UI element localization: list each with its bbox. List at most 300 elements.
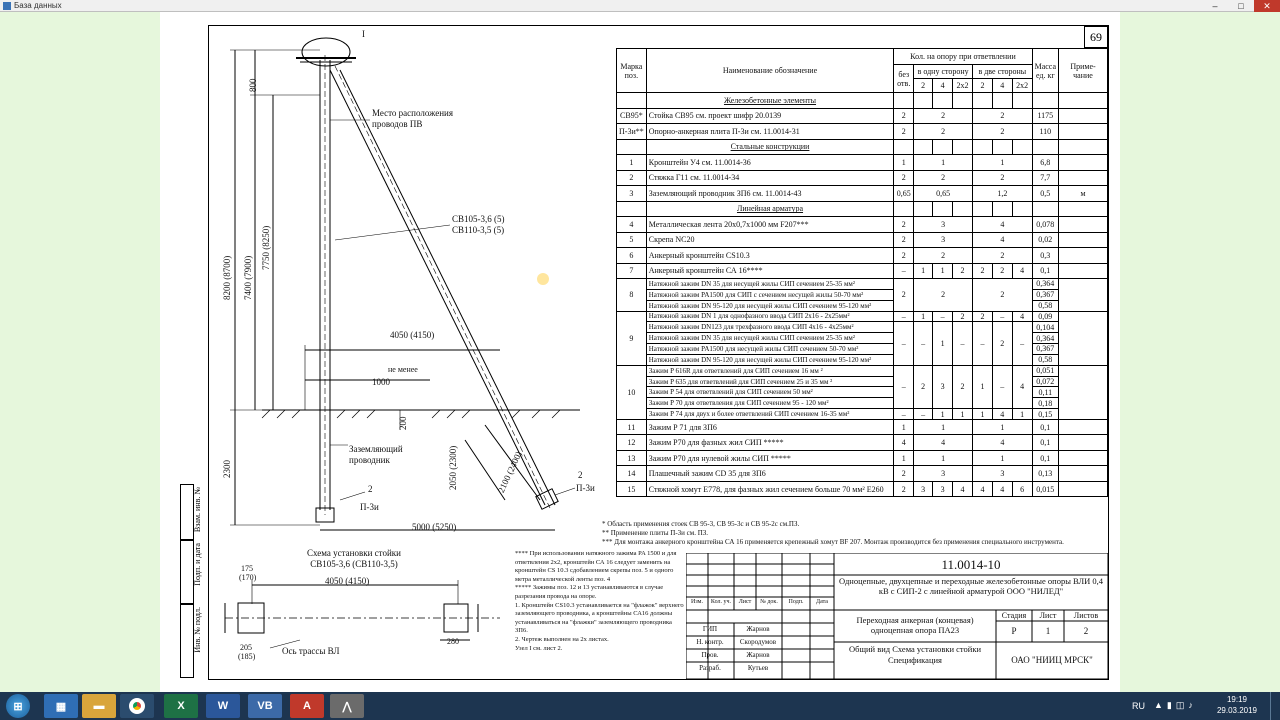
dim-1000: 1000 <box>372 377 390 387</box>
excel-icon[interactable]: X <box>164 694 198 718</box>
mass-cell: 0,1 <box>1032 419 1058 435</box>
qty-cell: 4 <box>973 481 993 497</box>
close-button[interactable]: ✕ <box>1254 0 1280 12</box>
pos-cell: 14 <box>617 466 647 482</box>
note-cell <box>1059 124 1108 140</box>
table-row <box>617 333 1108 344</box>
page-number: 69 <box>1084 26 1108 48</box>
qty-cell: 1 <box>894 419 914 435</box>
pos-cell: 7 <box>617 263 647 279</box>
qty-cell: 2 <box>973 170 1033 186</box>
name-cell: Зажим P 74 для двух и более ответвлений СИП сечением 16-35 мм² <box>646 409 894 420</box>
hdr-sub: 2 <box>973 79 993 93</box>
table-cell <box>1059 201 1108 217</box>
file-manager-icon[interactable]: ▦ <box>44 694 78 718</box>
name-cell: Зажим P70 для фазных жил СИП ***** <box>646 435 894 451</box>
qty-cell: 2 <box>894 124 914 140</box>
sheets-header: Листов <box>1073 611 1099 620</box>
table-cell <box>953 139 973 155</box>
table-row <box>617 279 1108 290</box>
name-cell: Зажим P 616R для ответвлений для СИП сечением 16 мм ² <box>646 365 894 376</box>
pos-cell: 8 <box>617 279 647 312</box>
qty-cell: 3 <box>933 365 953 408</box>
mass-cell: 7,7 <box>1032 170 1058 186</box>
table-row <box>617 248 1108 264</box>
name-cell: Анкерный кронштейн CS10.3 <box>646 248 894 264</box>
qty-cell: 6 <box>1012 481 1032 497</box>
note-cell <box>1059 481 1108 497</box>
mass-cell: 0,1 <box>1032 435 1058 451</box>
plan-175: 175 <box>241 564 253 573</box>
table-row <box>617 481 1108 497</box>
note-cell <box>1059 435 1108 451</box>
table-cell <box>1032 201 1058 217</box>
qty-cell: 3 <box>914 217 973 233</box>
table-cell <box>992 93 1012 109</box>
name-cell: Натяжной зажим DN 35 для несущей жилы СИП сечением 25-35 мм² <box>646 279 894 290</box>
mass-cell: 0,58 <box>1032 300 1058 311</box>
table-cell <box>914 201 933 217</box>
folder-icon[interactable]: ▬ <box>82 694 116 718</box>
hdr-note: Приме-чание <box>1059 49 1108 93</box>
dim-8200: 8200 (8700) <box>222 255 232 300</box>
plan-dim-4050: 4050 (4150) <box>325 576 370 586</box>
side-stamp-inv: Инв. № подл. <box>193 607 202 653</box>
mass-cell: 0,015 <box>1032 481 1058 497</box>
table-cell <box>1012 93 1032 109</box>
note-cell <box>1059 279 1108 312</box>
qty-cell: 2 <box>914 365 933 408</box>
pos-cell: 9 <box>617 311 647 365</box>
pole-types-label: СВ105-3,6 (5) СВ110-3,5 (5) <box>452 214 505 235</box>
qty-cell: 1 <box>914 263 933 279</box>
table-row <box>617 435 1108 451</box>
note: 2. Чертеж выполнен на 2х листах. <box>515 635 609 643</box>
pos-cell: 12 <box>617 435 647 451</box>
wires-place-label: Место расположения проводов ПВ <box>372 108 453 129</box>
hdr-one-side: в одну сторону <box>914 65 973 79</box>
stamp-person: Жарнов <box>746 625 770 633</box>
autocad-icon[interactable]: A <box>290 694 324 718</box>
note-cell <box>1059 155 1108 171</box>
qty-cell: 2 <box>953 263 973 279</box>
dim-2100: 2100 (2400) <box>496 449 524 495</box>
name-cell: Натяжной зажим PA1500 для СИП с сечением несущей жилы 50-70 мм² <box>646 289 894 300</box>
qty-cell: 3 <box>914 232 973 248</box>
qty-cell: 1 <box>953 409 973 420</box>
spec-table <box>616 48 1108 497</box>
node-label: I <box>362 29 365 39</box>
language-indicator[interactable]: RU <box>1132 701 1145 711</box>
qty-cell: 1 <box>973 419 1033 435</box>
mass-cell: 0,364 <box>1032 279 1058 290</box>
section-row <box>617 139 1108 155</box>
pos-cell: 13 <box>617 450 647 466</box>
pos2-label-left: 2 <box>368 484 373 494</box>
note-cell <box>1059 108 1108 124</box>
sheet-header: Лист <box>1039 611 1057 620</box>
qty-cell: 2 <box>894 279 914 312</box>
table-row <box>617 365 1108 376</box>
qty-cell: 4 <box>894 435 914 451</box>
hdr-mass: Масса ед. кг <box>1032 49 1058 93</box>
name-cell: Зажим P 71 для ЗП6 <box>646 419 894 435</box>
footnote: *** Для монтажа анкерного кронштейна СА 16 применяется крепежный хомут BF 207. Монтаж производится без применения специального инструмента. <box>602 538 1064 546</box>
side-stamp-sign: Подп. и дата <box>193 543 202 586</box>
sheets-value: 2 <box>1083 626 1089 636</box>
mass-cell: 0,13 <box>1032 466 1058 482</box>
qty-cell: – <box>894 263 914 279</box>
qty-cell: 2 <box>914 124 973 140</box>
pos2-label-right: 2 <box>578 470 583 480</box>
qty-cell: 2 <box>894 217 914 233</box>
qty-cell: 2 <box>973 124 1033 140</box>
qty-cell: 2 <box>894 466 914 482</box>
mass-cell: 0,58 <box>1032 354 1058 365</box>
qty-cell: – <box>933 311 953 322</box>
stage-header: Стадия <box>1001 611 1027 620</box>
qty-cell: 1 <box>894 450 914 466</box>
table-cell <box>933 139 953 155</box>
mass-cell: 110 <box>1032 124 1058 140</box>
hdr-sub: 2х2 <box>1012 79 1032 93</box>
scheme-title: Схема установки стойки СВ105-3,6 (СВ110-3,5) <box>306 548 401 569</box>
pos-cell: 5 <box>617 232 647 248</box>
qty-cell: 1 <box>973 450 1033 466</box>
name-cell: Заземляющий проводник ЗП6 см. 11.0014-43 <box>646 186 894 202</box>
note-cell <box>1059 311 1108 365</box>
mass-cell: 6,8 <box>1032 155 1058 171</box>
table-cell <box>1032 93 1058 109</box>
side-stamp-replace: Взам. инв. № <box>193 487 202 533</box>
footnote: * Область применения стоек СВ 95-3, СВ 95-3с и СВ 95-2с см.ПЗ. <box>602 520 800 528</box>
qty-cell: 2 <box>973 263 993 279</box>
qty-cell: 2 <box>914 170 973 186</box>
qty-cell: 4 <box>973 217 1033 233</box>
section-title: Стальные конструкции <box>646 139 894 155</box>
pos-cell: 6 <box>617 248 647 264</box>
qty-cell: 1 <box>914 311 933 322</box>
qty-cell: 3 <box>973 466 1033 482</box>
mass-cell: 0,051 <box>1032 365 1058 376</box>
qty-cell: 4 <box>1012 311 1032 322</box>
dim-7750: 7750 (8250) <box>261 225 271 270</box>
pos-cell: 10 <box>617 365 647 419</box>
mass-cell: 0,1 <box>1032 450 1058 466</box>
table-cell <box>973 201 993 217</box>
table-row <box>617 344 1108 355</box>
stamp-col-header: Кол. уч. <box>710 599 732 605</box>
doc-code: 11.0014-10 <box>941 557 1001 572</box>
table-cell <box>894 139 914 155</box>
mass-cell: 0,364 <box>1032 333 1058 344</box>
table-row <box>617 354 1108 365</box>
qty-cell: 2 <box>953 311 973 322</box>
clock-date[interactable]: 29.03.2019 <box>1216 706 1258 715</box>
left-margin <box>0 12 160 692</box>
pos-cell: 4 <box>617 217 647 233</box>
table-cell <box>894 93 914 109</box>
note-cell <box>1059 217 1108 233</box>
mass-cell: 0,078 <box>1032 217 1058 233</box>
table-cell <box>973 139 993 155</box>
start-button[interactable]: ⊞ <box>6 694 30 718</box>
qty-cell: – <box>973 322 993 365</box>
hdr-sub: 2 <box>914 79 933 93</box>
table-row <box>617 186 1108 202</box>
clock-time[interactable]: 19:19 <box>1226 695 1248 704</box>
table-row <box>617 108 1108 124</box>
doc-item: Переходная анкерная (концевая) одноцепная опора ПА23 <box>856 615 974 635</box>
name-cell: Натяжной зажим PA1500 для несущей жилы СИП сечением 50-70 мм² <box>646 344 894 355</box>
table-row <box>617 387 1108 398</box>
table-cell <box>914 93 933 109</box>
table-row <box>617 419 1108 435</box>
name-cell: Зажим P 635 для ответвлений для СИП сечением 25 и 35 мм ² <box>646 376 894 387</box>
plate-label-right: П-3и <box>576 483 595 493</box>
qty-cell: – <box>894 409 914 420</box>
qty-cell: 1 <box>894 155 914 171</box>
note: Узел I см. лист 2. <box>515 644 563 652</box>
word-icon[interactable]: W <box>206 694 240 718</box>
section-title: Линейная арматура <box>646 201 894 217</box>
qty-cell: – <box>953 322 973 365</box>
section-title: Железобетонные элементы <box>646 93 894 109</box>
note-cell <box>1059 170 1108 186</box>
hdr-sub: 2х2 <box>953 79 973 93</box>
stamp-person: Жарнов <box>746 651 770 659</box>
table-row <box>617 155 1108 171</box>
doc-sheet-title: Общий вид Схема установки стойки Спецификация <box>848 644 982 665</box>
qty-cell: 4 <box>992 481 1012 497</box>
note: 1. Кронштейн CS10.3 устанавливается на "флажок" верхнего заземляющего проводника, а кронштейны СА16 должны устанавливаться на "флажки" заземляющего проводника ЗП6. <box>515 601 684 635</box>
maximize-button[interactable]: □ <box>1238 1 1244 11</box>
note-cell <box>1059 466 1108 482</box>
table-row <box>617 263 1108 279</box>
table-row <box>617 300 1108 311</box>
qty-cell: – <box>894 365 914 408</box>
qty-cell: 3 <box>914 481 933 497</box>
stamp-col-header: Подп. <box>788 599 804 605</box>
table-row <box>617 376 1108 387</box>
mass-cell: 0,5 <box>1032 186 1058 202</box>
tray-icons[interactable]: ▲▮◫♪ <box>1154 700 1197 710</box>
drawing-notes <box>515 550 685 653</box>
qty-cell: 2 <box>914 108 973 124</box>
qty-cell: 1 <box>1012 409 1032 420</box>
mass-cell: 0,09 <box>1032 311 1058 322</box>
pos-cell: СВ95* <box>617 108 647 124</box>
table-row <box>617 322 1108 333</box>
qty-cell: 1 <box>973 409 993 420</box>
name-cell: Опорно-анкерная плита П-3и см. 11.0014-31 <box>646 124 894 140</box>
table-cell <box>894 201 914 217</box>
dim-200: 200 <box>398 416 408 430</box>
name-cell: Стяжной хомут Е778, для фазных жил сечением больше 70 мм² Е260 <box>646 481 894 497</box>
mass-cell: 0,072 <box>1032 376 1058 387</box>
mass-cell: 0,367 <box>1032 289 1058 300</box>
window-title: База данных <box>14 1 62 10</box>
table-cell <box>933 93 953 109</box>
qty-cell: 1 <box>914 155 973 171</box>
qty-cell: 4 <box>914 435 973 451</box>
stamp-col-header: № док. <box>760 599 778 605</box>
not-less-label: не менее <box>388 365 418 374</box>
note-cell <box>1059 365 1108 419</box>
qty-cell: 1,2 <box>973 186 1033 202</box>
name-cell: Анкерный кронштейн СА 16**** <box>646 263 894 279</box>
qty-cell: 2 <box>973 108 1033 124</box>
name-cell: Кронштейн У4 см. 11.0014-36 <box>646 155 894 171</box>
table-cell <box>1059 93 1108 109</box>
stamp-col-header: Изм. <box>691 599 703 605</box>
qty-cell: 4 <box>1012 365 1032 408</box>
mass-cell: 0,18 <box>1032 398 1058 409</box>
qty-cell: 1 <box>973 365 993 408</box>
table-cell <box>1012 201 1032 217</box>
name-cell: Натяжной зажим DN 95-120 для несущей жилы СИП сечением 95-120 мм² <box>646 354 894 365</box>
table-row <box>617 311 1108 322</box>
plan-205: 205 <box>240 643 252 652</box>
plate-label-left: П-3и <box>360 502 379 512</box>
mass-cell: 0,02 <box>1032 232 1058 248</box>
pos-cell: 15 <box>617 481 647 497</box>
table-cell <box>1059 139 1108 155</box>
stamp-role: ГИП <box>702 625 718 633</box>
qty-cell: 2 <box>894 232 914 248</box>
hdr-qty: Кол. на опору при ответвлении <box>894 49 1032 65</box>
table-cell <box>953 201 973 217</box>
qty-cell: 1 <box>973 155 1033 171</box>
section-row <box>617 93 1108 109</box>
name-cell: Стойка СВ95 см. проект шифр 20.0139 <box>646 108 894 124</box>
stamp-role: Пров. <box>701 651 719 659</box>
minimize-button[interactable]: – <box>1212 1 1218 11</box>
qty-cell: – <box>992 365 1012 408</box>
table-cell <box>973 93 993 109</box>
dim-5000: 5000 (5250) <box>412 522 457 532</box>
note: ***** Зажимы поз. 12 и 13 устанавливаются в случае разрезания провода на опоре. <box>515 584 664 600</box>
qty-cell: – <box>1012 322 1032 365</box>
table-cell <box>617 93 647 109</box>
qty-cell: 2 <box>894 481 914 497</box>
footnotes <box>602 520 1064 547</box>
pos-cell: 2 <box>617 170 647 186</box>
pos-cell: 11 <box>617 419 647 435</box>
qty-cell: 2 <box>914 248 973 264</box>
stamp-role: Разраб. <box>699 664 721 672</box>
stamp-person: Кутьев <box>747 664 769 672</box>
vb-app-icon[interactable]: VB <box>248 694 282 718</box>
table-cell <box>992 139 1012 155</box>
qty-cell: 4 <box>973 435 1033 451</box>
qty-cell: 2 <box>992 322 1012 365</box>
qty-cell: 1 <box>933 409 953 420</box>
qty-cell: – <box>992 311 1012 322</box>
qty-cell: 2 <box>914 279 973 312</box>
pos-cell: 1 <box>617 155 647 171</box>
table-cell <box>914 139 933 155</box>
footnote: ** Применение плиты П-3и см. ПЗ. <box>602 529 709 537</box>
qty-cell: 3 <box>914 466 973 482</box>
name-cell: Металлическая лента 20х0,7х1000 мм F207*** <box>646 217 894 233</box>
table-row <box>617 232 1108 248</box>
stamp-col-header: Дата <box>816 599 828 605</box>
qty-cell: 1 <box>933 322 953 365</box>
ground-label: Заземляющий проводник <box>349 444 403 465</box>
pos-cell: П-3и** <box>617 124 647 140</box>
name-cell: Зажим P 70 для ответвления для СИП сечением 95 - 120 мм² <box>646 398 894 409</box>
qty-cell: 2 <box>894 108 914 124</box>
mass-cell: 0,11 <box>1032 387 1058 398</box>
chrome-icon[interactable] <box>120 694 154 718</box>
name-cell: Натяжной зажим DN123 для трехфазного ввода СИП 4х16 - 4х25мм² <box>646 322 894 333</box>
table-cell <box>1032 139 1058 155</box>
hdr-two-sides: в две стороны <box>973 65 1033 79</box>
qty-cell: 2 <box>973 311 993 322</box>
qty-cell: 2 <box>894 170 914 186</box>
table-cell <box>953 93 973 109</box>
table-cell <box>933 201 953 217</box>
mass-cell: 0,104 <box>1032 322 1058 333</box>
name-cell: Стяжка Г11 см. 11.0014-34 <box>646 170 894 186</box>
table-cell <box>1012 139 1032 155</box>
dim-800: 800 <box>248 78 258 92</box>
note-cell: м <box>1059 186 1108 202</box>
qty-cell: – <box>894 311 914 322</box>
table-cell <box>617 201 647 217</box>
table-row <box>617 289 1108 300</box>
plan-185: (185) <box>238 652 256 661</box>
stamp-person: Скородумов <box>739 638 777 646</box>
name-cell: Натяжной зажим DN 35 для несущей жилы СИП сечением 25-35 мм² <box>646 333 894 344</box>
qty-cell: 0,65 <box>894 186 914 202</box>
qty-cell: 1 <box>933 263 953 279</box>
qty-cell: 2 <box>973 279 1033 312</box>
note-cell <box>1059 248 1108 264</box>
name-cell: Натяжной зажим DN 1 для однофазного ввода СИП 2х16 - 2х25мм² <box>646 311 894 322</box>
plan-170: (170) <box>239 573 257 582</box>
table-row <box>617 170 1108 186</box>
note-cell <box>1059 419 1108 435</box>
qty-cell: 2 <box>953 365 973 408</box>
name-cell: Скрепа NC20 <box>646 232 894 248</box>
qty-cell: 3 <box>933 481 953 497</box>
show-desktop-button[interactable] <box>1270 692 1280 720</box>
axis-label: Ось трассы ВЛ <box>282 646 340 656</box>
note-cell <box>1059 450 1108 466</box>
table-row <box>617 466 1108 482</box>
qty-cell: 1 <box>914 450 973 466</box>
mass-cell: 0,367 <box>1032 344 1058 355</box>
mass-cell: 0,1 <box>1032 263 1058 279</box>
qty-cell: 0,65 <box>914 186 973 202</box>
dim-2300: 2300 <box>222 460 232 478</box>
other-app-icon[interactable]: ⋀ <box>330 694 364 718</box>
name-cell: Зажим P70 для нулевой жилы СИП ***** <box>646 450 894 466</box>
note: **** При использовании натяжного зажима PA 1500 и для ответвления 2х2, кронштейн СА 16 следует заменить на кронштейн CS 10.3 сдобавлением скрепы поз. 5 и одного метра металлической ленты поз. 4 <box>515 550 677 583</box>
qty-cell: 1 <box>914 419 973 435</box>
qty-cell: 4 <box>973 232 1033 248</box>
stamp-col-header: Лист <box>738 599 752 605</box>
app-icon <box>3 2 11 10</box>
table-row <box>617 124 1108 140</box>
org-name: ОАО "НИИЦ МРСК" <box>1011 655 1093 665</box>
qty-cell: 4 <box>992 409 1012 420</box>
hdr-sub: 4 <box>992 79 1012 93</box>
window-titlebar <box>0 0 1280 12</box>
table-cell <box>617 139 647 155</box>
